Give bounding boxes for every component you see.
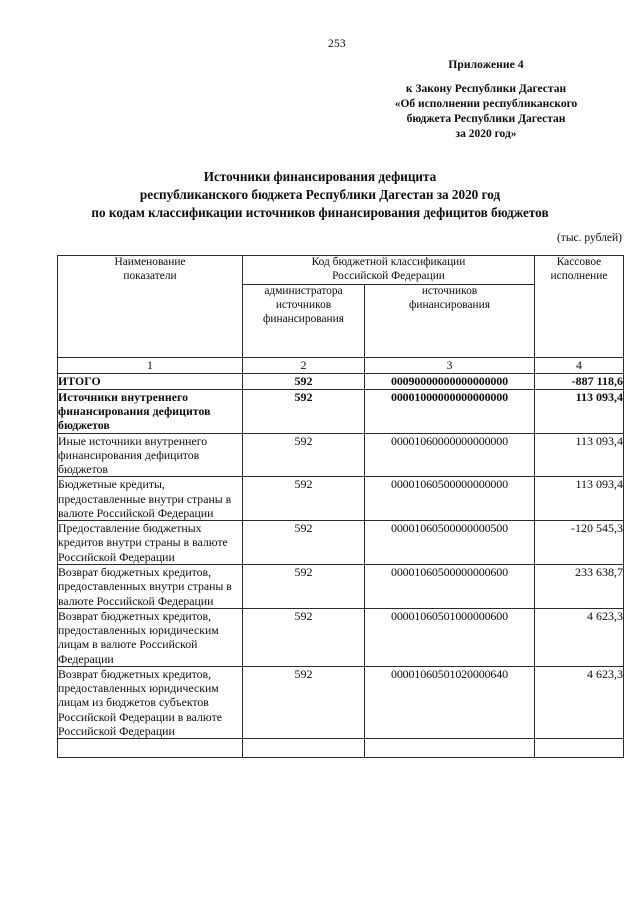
cell-name: Источники внутреннего финансирования дефицитов бюджетов [58,389,243,433]
cell-cash: 113 093,4 [535,433,624,477]
page-title-line-1: Источники финансирования дефицита [203,169,437,184]
spacer-cell [243,739,365,758]
appendix-line-3: бюджета Республики Дагестан [406,112,566,125]
table-bottom-spacer-row [58,739,624,758]
column-number-1: 1 [58,357,243,373]
cell-code: 00001060000000000000 [365,433,535,477]
table-row [58,477,624,521]
cell-code: 00090000000000000000 [365,373,535,389]
page-number: 253 [328,38,346,50]
budget-table-wrapper [57,255,623,758]
appendix-reference-block [352,58,620,142]
table-row [58,389,624,433]
page-title-line-3: по кодам классификации источников финансирования дефицитов бюджетов [91,204,549,220]
appendix-line-2: «Об исполнении республиканского [394,97,578,110]
cell-name: ИТОГО [58,373,243,389]
spacer-cell [58,739,243,758]
cell-administrator: 592 [243,608,365,666]
page-title [18,168,622,221]
header-sources [365,284,535,357]
cell-administrator: 592 [243,521,365,565]
cell-administrator: 592 [243,565,365,609]
appendix-line-4: за 2020 год» [455,127,517,140]
column-number-3: 3 [365,357,535,373]
table-row [58,666,624,738]
cell-administrator: 592 [243,477,365,521]
header-sources-line-1: источников [421,284,478,297]
header-admin-line-2: источников [275,298,332,311]
cell-code: 00001060501000000600 [365,608,535,666]
table-header-row-1 [58,256,624,285]
spacer-cell [365,739,535,758]
table-row [58,565,624,609]
cell-name: Иные источники внутреннего финансирования дефицитов бюджетов [58,433,243,477]
header-code-group-line-2: Российской Федерации [332,269,445,282]
table-head [58,256,624,374]
cell-name: Возврат бюджетных кредитов, предоставленных юридическим лицам из бюджетов субъектов Российской Федерации в валюте Российской Федерации [58,666,243,738]
cell-cash: -120 545,3 [535,521,624,565]
cell-administrator: 592 [243,373,365,389]
units-note: (тыс. рублей) [556,232,622,244]
table-column-number-row [58,357,624,373]
cell-cash: 113 093,4 [535,477,624,521]
header-name-line-2: показатели [123,269,177,282]
header-name [58,256,243,358]
cell-code: 00001000000000000000 [365,389,535,433]
cell-name: Предоставление бюджетных кредитов внутри страны в валюте Российской Федерации [58,521,243,565]
table-row [58,521,624,565]
header-cash-line-1: Кассовое [556,256,602,268]
header-name-line-1: Наименование [114,256,186,268]
cell-code: 00001060501020000640 [365,666,535,738]
page-title-line-2: республиканского бюджета Республики Дагестан за 2020 год [139,186,501,202]
cell-name: Возврат бюджетных кредитов, предоставленных юридическим лицам в валюте Российской Федерации [58,608,243,666]
column-number-2: 2 [243,357,365,373]
cell-name: Бюджетные кредиты, предоставленные внутри страны в валюте Российской Федерации [58,477,243,521]
cell-cash: 113 093,4 [535,389,624,433]
appendix-line-1: к Закону Республики Дагестан [405,82,567,95]
header-administrator [243,284,365,357]
table-row [58,608,624,666]
header-sources-line-2: финансирования [409,298,490,311]
cell-cash: 4 623,3 [535,608,624,666]
header-admin-line-3: финансирования [263,312,344,325]
header-admin-line-1: администратора [264,284,343,297]
cell-code: 00001060500000000600 [365,565,535,609]
cell-administrator: 592 [243,389,365,433]
cell-cash: 233 638,7 [535,565,624,609]
cell-code: 00001060500000000000 [365,477,535,521]
cell-administrator: 592 [243,666,365,738]
table-row [58,433,624,477]
header-code-group-line-1: Код бюджетной классификации [311,256,466,268]
cell-administrator: 592 [243,433,365,477]
cell-cash: 4 623,3 [535,666,624,738]
cell-code: 00001060500000000500 [365,521,535,565]
budget-sources-table [57,255,624,758]
table-body [58,373,624,757]
table-row [58,373,624,389]
column-number-4: 4 [535,357,624,373]
header-cash-execution [535,256,624,358]
header-code-group [243,256,535,285]
appendix-title: Приложение 4 [448,59,524,71]
cell-name: Возврат бюджетных кредитов, предоставленных внутри страны в валюте Российской Федерации [58,565,243,609]
spacer-cell [535,739,624,758]
header-cash-line-2: исполнение [550,269,608,282]
cell-cash: -887 118,6 [535,373,624,389]
